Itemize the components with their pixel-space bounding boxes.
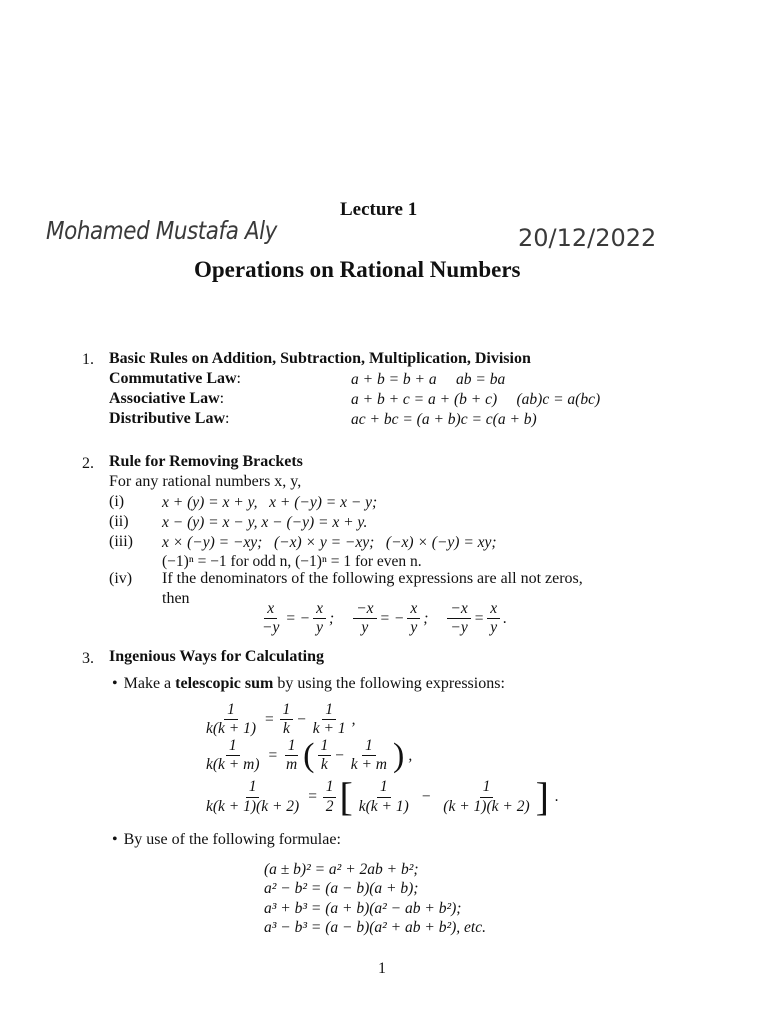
law-colon: : xyxy=(236,370,241,387)
bullet-item xyxy=(112,675,505,693)
close-paren: ) xyxy=(393,736,405,774)
fraction: $\frac{1}{k + 1}$ xyxy=(312,701,346,738)
fraction: $\frac{x}{y}$ xyxy=(407,601,420,637)
fraction: $\frac{1}{(k + 1)(k + 2)}$ xyxy=(443,778,530,815)
page-number: 1 xyxy=(378,960,386,977)
section-3-number: 3. xyxy=(82,650,94,667)
section-3-heading: Ingenious Ways for Calculating xyxy=(109,648,325,665)
formula-line: a³ + b³ = (a + b)(a² − ab + b²); xyxy=(264,900,462,917)
period: . xyxy=(554,788,559,805)
fraction: $\frac{1}{k}$ xyxy=(318,738,332,774)
law-row xyxy=(109,370,241,388)
bullet-text: Make a xyxy=(123,675,176,692)
equals-sign: = xyxy=(267,746,278,764)
equals-sign: = xyxy=(264,710,275,728)
equals-sign: = − xyxy=(379,609,405,627)
open-paren: ( xyxy=(303,736,315,774)
fraction: $\frac{-x}{y}$ xyxy=(353,601,376,637)
author-handwriting: Mohamed Mustafa Aly xyxy=(46,216,277,245)
law-row xyxy=(109,390,224,408)
law-name: Distributive Law xyxy=(109,410,225,427)
page-title: Operations on Rational Numbers xyxy=(194,257,521,282)
section-2-intro: For any rational numbers x, y, xyxy=(109,473,302,490)
law-equation: ac + bc = (a + b)c = c(a + b) xyxy=(351,411,537,428)
formula-line: (a ± b)² = a² + 2ab + b²; xyxy=(264,861,419,878)
law-colon: : xyxy=(225,410,230,427)
lecture-label: Lecture 1 xyxy=(340,199,418,220)
section-2-number: 2. xyxy=(82,455,94,472)
separator: ; xyxy=(423,609,429,627)
telescope-identity-1 xyxy=(200,702,355,738)
rule-text: x + (y) = x + y, x + (−y) = x − y; xyxy=(162,494,378,511)
fraction: $\frac{1}{k(k + 1)}$ xyxy=(358,778,409,815)
law-equation: a + b = b + a ab = ba xyxy=(351,371,506,388)
period: . xyxy=(503,609,507,627)
fraction: $\frac{1}{m}$ xyxy=(285,737,298,774)
fraction: $\frac{x}{y}$ xyxy=(313,601,326,637)
equals-sign: = xyxy=(473,609,485,627)
open-bracket: [ xyxy=(339,774,353,819)
law-row xyxy=(109,410,229,428)
fraction-identities xyxy=(256,601,507,637)
separator: ; xyxy=(329,609,335,627)
fraction: $\frac{1}{k}$ xyxy=(280,702,294,738)
section-1-heading: Basic Rules on Addition, Subtraction, Multiplication, Division xyxy=(109,350,531,367)
fraction: $\frac{1}{2}$ xyxy=(323,779,337,815)
rule-text: x × (−y) = −xy; (−x) × y = −xy; (−x) × (−y) = xy; xyxy=(162,534,497,551)
bullet-icon: • xyxy=(112,831,118,848)
rule-label: (iv) xyxy=(109,570,133,587)
bullet-text: By use of the following formulae: xyxy=(123,831,341,848)
fraction: $\frac{1}{k(k + m)}$ xyxy=(206,737,260,774)
bullet-item xyxy=(112,831,341,849)
fraction: $\frac{x}{y}$ xyxy=(487,601,500,637)
fraction: $\frac{-x}{-y}$ xyxy=(447,601,470,637)
rule-text: then xyxy=(162,590,190,607)
section-2-heading: Rule for Removing Brackets xyxy=(109,453,303,470)
rule-text: x − (y) = x − y, x − (−y) = x + y. xyxy=(162,514,368,531)
minus-sign: − xyxy=(296,710,307,728)
bullet-text: by using the following expressions: xyxy=(273,675,505,692)
law-equation: a + b + c = a + (b + c) (ab)c = a(bc) xyxy=(351,391,601,408)
bullet-icon: • xyxy=(112,675,118,692)
law-colon: : xyxy=(219,390,225,407)
rule-label: (ii) xyxy=(109,513,129,530)
rule-text: (−1)ⁿ = −1 for odd n, (−1)ⁿ = 1 for even n. xyxy=(162,553,422,570)
equals-sign: = xyxy=(307,788,318,805)
section-1-number: 1. xyxy=(82,351,94,368)
equals-sign: = − xyxy=(285,609,311,627)
telescope-identity-2 xyxy=(200,738,412,774)
formula-line: a³ − b³ = (a − b)(a² + ab + b²), etc. xyxy=(264,919,486,936)
minus-sign: − xyxy=(420,788,432,805)
fraction: $\frac{x}{-y}$ xyxy=(262,600,280,637)
bullet-bold-term: telescopic sum xyxy=(175,675,274,692)
telescope-identity-3 xyxy=(200,774,559,819)
rule-label: (iii) xyxy=(109,533,133,550)
comma: , xyxy=(408,746,413,764)
rule-text: If the denominators of the following expressions are all not zeros, xyxy=(162,570,583,587)
close-bracket: ] xyxy=(535,774,549,819)
rule-label: (i) xyxy=(109,493,125,510)
minus-sign: − xyxy=(334,746,345,764)
law-name: Commutative Law xyxy=(109,370,237,387)
fraction: $\frac{1}{k(k + 1)}$ xyxy=(206,701,257,738)
fraction: $\frac{1}{k + m}$ xyxy=(350,737,388,774)
formula-line: a² − b² = (a − b)(a + b); xyxy=(264,880,419,897)
law-name: Associative Law xyxy=(109,390,220,407)
comma: , xyxy=(351,710,356,728)
date-handwriting: 20/12/2022 xyxy=(518,224,657,252)
fraction: $\frac{1}{k(k + 1)(k + 2)}$ xyxy=(206,778,300,815)
